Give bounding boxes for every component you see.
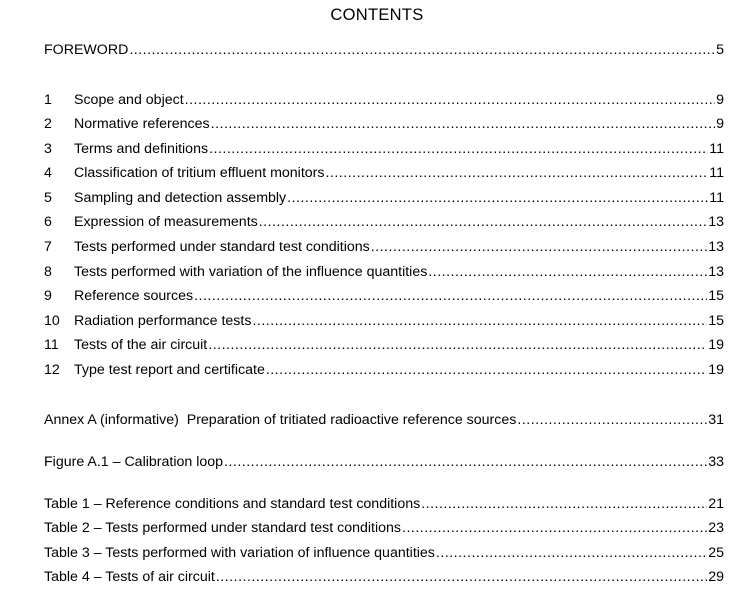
toc-entry-clause[interactable] xyxy=(44,163,724,183)
dot-leader xyxy=(371,237,707,257)
toc-entry-label: Tests performed with variation of the influence quantities xyxy=(74,264,428,280)
toc-entry-page: 19 xyxy=(708,362,724,378)
toc-entry-label: Normative references xyxy=(74,116,210,132)
toc-entry-page: 11 xyxy=(709,190,724,206)
toc-entry-number: 12 xyxy=(44,362,60,378)
toc-entry-number: 7 xyxy=(44,239,52,255)
toc-entry-page: 25 xyxy=(708,545,724,561)
toc-entry-clause[interactable] xyxy=(44,139,724,159)
toc-entry-number: 2 xyxy=(44,116,52,132)
toc-entry-number: 8 xyxy=(44,264,52,280)
toc-entry-page: 13 xyxy=(708,239,724,255)
toc-entry-page: 33 xyxy=(708,454,724,470)
toc-entry-page: 11 xyxy=(709,165,724,181)
toc-entry-page: 23 xyxy=(708,520,724,536)
toc-entry-clause[interactable] xyxy=(44,286,724,306)
toc-entry-page: 21 xyxy=(708,496,724,512)
toc-entry-clause[interactable] xyxy=(44,335,724,355)
toc-entry-number: 11 xyxy=(44,337,59,353)
toc-entry-label: Table 4 – Tests of air circuit xyxy=(44,569,215,585)
toc-entry-page: 31 xyxy=(708,412,724,428)
toc-entry-label: Type test report and certificate xyxy=(74,362,265,378)
dot-leader xyxy=(325,163,708,183)
toc-entry-number: 10 xyxy=(44,313,60,329)
toc-entry-clause[interactable] xyxy=(44,188,724,208)
toc-entry-number: 5 xyxy=(44,190,52,206)
toc-entry-label: Expression of measurements xyxy=(74,214,258,230)
toc-entry-label: Table 3 – Tests performed with variation of influence quantities xyxy=(44,545,435,561)
toc-entry-label: Sampling and detection assembly xyxy=(74,190,287,206)
toc-entry-label: Table 2 – Tests performed under standard test conditions xyxy=(44,520,401,536)
toc-entry-label: Reference sources xyxy=(74,288,194,304)
toc-entry-clause[interactable] xyxy=(44,262,724,282)
toc-entry-clause[interactable] xyxy=(44,212,724,232)
dot-leader xyxy=(224,452,707,472)
dot-leader xyxy=(402,518,707,538)
toc-entry-clause[interactable] xyxy=(44,237,724,257)
toc-entry-page: 19 xyxy=(708,337,724,353)
toc-entry-number: 6 xyxy=(44,214,52,230)
toc-entry-page: 11 xyxy=(709,141,724,157)
toc-entry-label: FOREWORD xyxy=(44,42,129,58)
dot-leader xyxy=(266,360,707,380)
dot-leader xyxy=(211,114,715,134)
dot-leader xyxy=(185,90,715,110)
dot-leader xyxy=(252,311,707,331)
toc-entry-clause[interactable] xyxy=(44,90,724,110)
dot-leader xyxy=(129,40,715,60)
toc-entry-label: Table 1 – Reference conditions and standard test conditions xyxy=(44,496,421,512)
toc-entry-page: 15 xyxy=(708,288,724,304)
dot-leader xyxy=(421,494,707,514)
toc-entry-page: 9 xyxy=(716,116,724,132)
toc-entry-table[interactable] xyxy=(44,518,724,538)
toc-entry-page: 13 xyxy=(708,264,724,280)
toc-entry-number: 1 xyxy=(44,92,52,108)
toc-entry-annex[interactable] xyxy=(44,410,724,430)
toc-entry-page: 15 xyxy=(708,313,724,329)
toc-entry-page: 5 xyxy=(716,42,724,58)
toc-entry-table[interactable] xyxy=(44,567,724,587)
dot-leader xyxy=(287,188,708,208)
toc-entry-table[interactable] xyxy=(44,543,724,563)
toc-entry-clause[interactable] xyxy=(44,311,724,331)
dot-leader xyxy=(209,139,708,159)
toc-entry-label: Radiation performance tests xyxy=(74,313,252,329)
toc-entry-clause[interactable] xyxy=(44,114,724,134)
toc-entry-page: 13 xyxy=(708,214,724,230)
toc-entry-number: 4 xyxy=(44,165,52,181)
toc-entry-label: Tests performed under standard test conditions xyxy=(74,239,370,255)
dot-leader xyxy=(216,567,707,587)
toc-entry-label: Terms and definitions xyxy=(74,141,209,157)
dot-leader xyxy=(194,286,707,306)
toc-entry-number: 3 xyxy=(44,141,52,157)
toc-entry-page: 9 xyxy=(716,92,724,108)
toc-entry-label: Annex A (informative) Preparation of tritiated radioactive reference sources xyxy=(44,412,517,428)
toc-entry-label: Figure A.1 – Calibration loop xyxy=(44,454,224,470)
toc-entry-foreword[interactable] xyxy=(44,40,724,60)
toc-entry-label: Tests of the air circuit xyxy=(74,337,208,353)
page-title: CONTENTS xyxy=(330,6,424,24)
toc-entry-figure[interactable] xyxy=(44,452,724,472)
dot-leader xyxy=(208,335,707,355)
toc-entry-number: 9 xyxy=(44,288,52,304)
dot-leader xyxy=(428,262,707,282)
toc-entry-label: Classification of tritium effluent monitors xyxy=(74,165,325,181)
dot-leader xyxy=(517,410,707,430)
toc-entry-label: Scope and object xyxy=(74,92,184,108)
dot-leader xyxy=(259,212,707,232)
toc-entry-table[interactable] xyxy=(44,494,724,514)
toc-entry-clause[interactable] xyxy=(44,360,724,380)
toc-entry-page: 29 xyxy=(708,569,724,585)
dot-leader xyxy=(436,543,707,563)
